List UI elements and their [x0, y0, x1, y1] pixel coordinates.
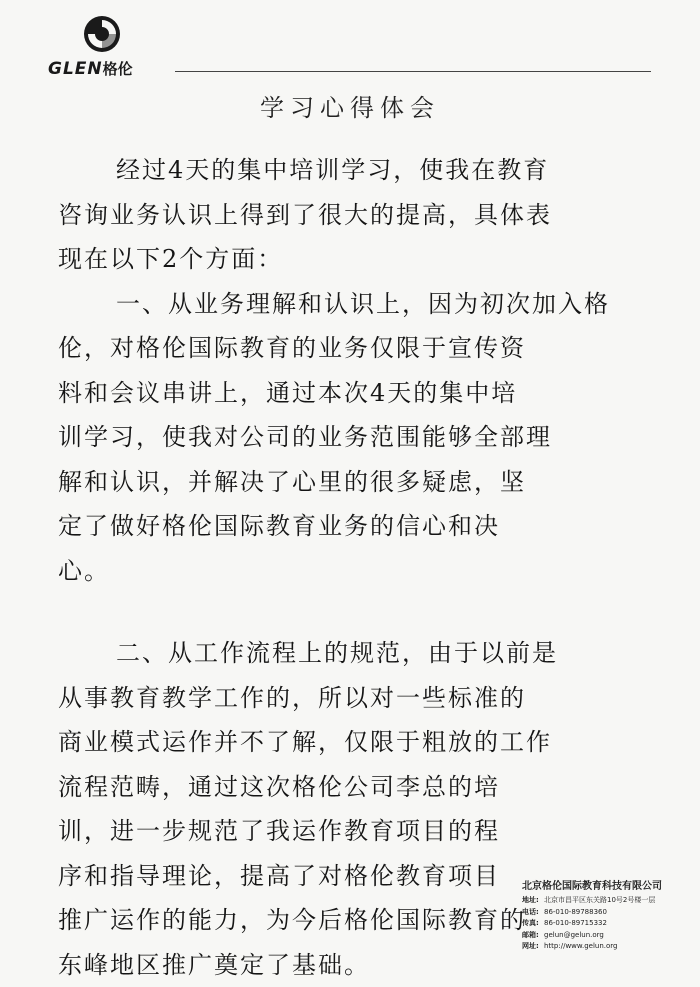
- email-row: [522, 930, 692, 942]
- logo-chinese: 格伦: [103, 60, 133, 78]
- phone-value: 86-010-89788360: [544, 908, 607, 916]
- website-row: [522, 941, 692, 953]
- text-line: 流程范畴，通过这次格伦公司李总的培: [58, 765, 658, 810]
- email-value: gelun@gelun.org: [544, 931, 604, 939]
- website-label: 网址:: [522, 941, 544, 953]
- text-line: 训学习，使我对公司的业务范围能够全部理: [58, 415, 658, 460]
- text-line: 推广运作的能力，为今后格伦国际教育的: [58, 898, 658, 943]
- paragraph-point-one: [58, 282, 658, 594]
- paragraph-intro: [58, 148, 658, 282]
- text-line: 咨询业务认识上得到了很大的提高，具体表: [58, 193, 658, 238]
- text-line: 解和认识，并解决了心里的很多疑虑，坚: [58, 460, 658, 505]
- text-line: 东峰地区推广奠定了基础。: [58, 943, 658, 987]
- logo-latin: GLEN: [48, 59, 103, 79]
- phone-row: [522, 907, 692, 919]
- letterhead-divider: [175, 71, 651, 72]
- document-title: 学习心得体会: [0, 88, 700, 123]
- text-line: 经过4天的集中培训学习，使我在教育: [58, 148, 658, 193]
- address-value: 北京市昌平区东关路10号2号楼一层: [544, 896, 655, 904]
- company-name: 北京格伦国际教育科技有限公司: [522, 877, 692, 892]
- text-line: 一、从业务理解和认识上，因为初次加入格: [58, 282, 658, 327]
- phone-label: 电话:: [522, 907, 544, 919]
- text-line: 定了做好格伦国际教育业务的信心和决: [58, 504, 658, 549]
- address-row: [522, 895, 692, 907]
- address-label: 地址:: [522, 895, 544, 907]
- fax-row: [522, 918, 692, 930]
- handwritten-body: [58, 148, 658, 987]
- text-line: 商业模式运作并不了解，仅限于粗放的工作: [58, 720, 658, 765]
- text-line: 心。: [58, 549, 658, 594]
- fax-value: 86-010-89715332: [544, 919, 607, 927]
- email-label: 邮箱:: [522, 930, 544, 942]
- text-line: 伦，对格伦国际教育的业务仅限于宣传资: [58, 326, 658, 371]
- contact-footer: [522, 877, 692, 953]
- text-line: 现在以下2个方面：: [58, 237, 658, 282]
- fax-label: 传真:: [522, 918, 544, 930]
- company-logo-wordmark: [48, 58, 133, 79]
- text-line: 从事教育教学工作的，所以对一些标准的: [58, 676, 658, 721]
- paragraph-spacer: [58, 593, 658, 631]
- website-value: http://www.gelun.org: [544, 942, 617, 950]
- text-line: 二、从工作流程上的规范，由于以前是: [58, 631, 658, 676]
- text-line: 料和会议串讲上，通过本次4天的集中培: [58, 371, 658, 416]
- text-line: 序和指导理论，提高了对格伦教育项目: [58, 854, 658, 899]
- text-line: 训，进一步规范了我运作教育项目的程: [58, 809, 658, 854]
- glen-logo-icon: [82, 14, 122, 54]
